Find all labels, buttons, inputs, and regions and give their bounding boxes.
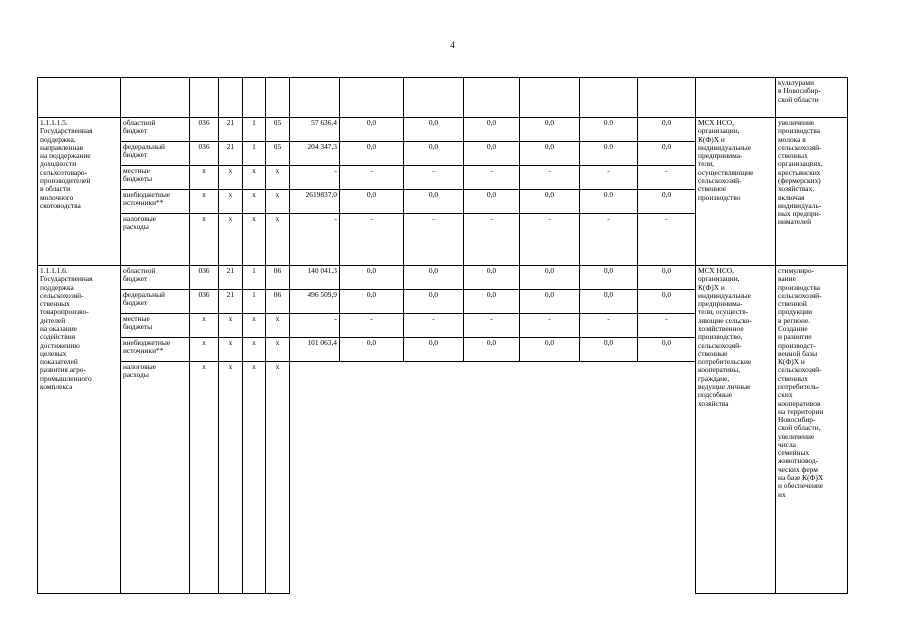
year-value-cell — [638, 362, 696, 594]
year-value-cell: 0,0 — [638, 290, 696, 314]
year-value-cell: - — [404, 214, 464, 266]
code-cell: x — [266, 214, 290, 266]
source-cell: областной бюджет — [121, 118, 190, 142]
total-cell: - — [290, 214, 340, 266]
year-value-cell — [340, 362, 404, 594]
code-cell: 036 — [190, 290, 219, 314]
measure-name-cell: 1.1.1.1.5. Государственная поддержка, направленная на поддержание доходности сельхозтоваро- производителей в области молочного скотоводства — [38, 118, 121, 266]
year-value-cell: - — [580, 214, 638, 266]
year-value-cell: 0,0 — [520, 266, 580, 290]
code-cell: x — [219, 214, 243, 266]
year-value-cell: 0,0 — [580, 338, 638, 362]
table-row — [38, 266, 848, 290]
code-cell: x — [219, 190, 243, 214]
code-cell: 21 — [219, 142, 243, 166]
code-cell: x — [266, 190, 290, 214]
total-cell — [290, 362, 340, 594]
executor-cell: МСХ НСО, организации, К(Ф)Х и индивидуальные предпринима- тели, осуществ- ляющие сельско- хозяйственное производство, сельскохозяй- ственные потребительские кооперативы, граждане, ведущие личные подсобные хозяйства — [696, 266, 776, 594]
year-value-cell: 0,0 — [464, 338, 520, 362]
year-value-cell: 0,0 — [464, 190, 520, 214]
code-cell: 1 — [243, 118, 266, 142]
result-cell-top: культурами в Новосибир- ской области — [776, 78, 848, 118]
code-cell: x — [219, 166, 243, 190]
year-value-cell: 0,0 — [520, 142, 580, 166]
total-cell: - — [290, 314, 340, 338]
program-table — [37, 77, 848, 594]
table-row-top — [38, 78, 848, 118]
year-value-cell: - — [464, 166, 520, 190]
year-value-cell: - — [520, 214, 580, 266]
year-value-cell: - — [340, 166, 404, 190]
year-value-cell: - — [638, 214, 696, 266]
year-value-cell: - — [404, 314, 464, 338]
year-value-cell: 0,0 — [340, 190, 404, 214]
code-cell: x — [266, 314, 290, 338]
year-value-cell: - — [464, 314, 520, 338]
year-value-cell: 0,0 — [520, 118, 580, 142]
source-cell: внебюджетные источники** — [121, 190, 190, 214]
code-cell: x — [243, 338, 266, 362]
year-value-cell: 0,0 — [638, 190, 696, 214]
table-row — [38, 118, 848, 142]
code-cell: 1 — [243, 290, 266, 314]
year-value-cell: 0,0 — [638, 118, 696, 142]
year-value-cell: 0,0 — [464, 142, 520, 166]
code-cell: 036 — [190, 118, 219, 142]
year-value-cell: - — [340, 214, 404, 266]
source-cell: местные бюджеты — [121, 314, 190, 338]
year-value-cell: - — [464, 214, 520, 266]
year-value-cell: 0,0 — [580, 290, 638, 314]
year-value-cell: 0,0 — [340, 290, 404, 314]
year-value-cell: 0,0 — [520, 338, 580, 362]
code-cell: x — [266, 338, 290, 362]
code-cell: x — [190, 166, 219, 190]
code-cell: 05 — [266, 118, 290, 142]
year-value-cell: 0,0 — [464, 118, 520, 142]
source-cell: федеральный бюджет — [121, 142, 190, 166]
code-cell: x — [219, 314, 243, 338]
code-cell: 1 — [243, 142, 266, 166]
code-cell: 06 — [266, 290, 290, 314]
year-value-cell: 0,0 — [404, 338, 464, 362]
year-value-cell — [580, 362, 638, 594]
code-cell: 21 — [219, 266, 243, 290]
year-value-cell: 0,0 — [340, 118, 404, 142]
code-cell: x — [190, 314, 219, 338]
code-cell: 06 — [266, 266, 290, 290]
code-cell: x — [243, 190, 266, 214]
year-value-cell: 0.0 — [580, 118, 638, 142]
year-value-cell: 0,0 — [404, 118, 464, 142]
result-cell: увеличение производства молока в сельскохозяй- ственных организациях, крестьянских (фермерских) хозяйствах, включая индивидуаль- ных предпри- нимателей — [776, 118, 848, 266]
year-value-cell: - — [404, 166, 464, 190]
year-value-cell: - — [580, 166, 638, 190]
code-cell: x — [243, 362, 266, 594]
year-value-cell: 0,0 — [464, 290, 520, 314]
year-value-cell — [464, 362, 520, 594]
measure-name-cell: 1.1.1.1.6. Государственная поддержка сельскохозяй- ственных товаропроизво- дителей на оказание содействия достижению целевых показателей развития агро- промышленного комплекса — [38, 266, 121, 594]
year-value-cell: 0,0 — [464, 266, 520, 290]
total-cell: - — [290, 166, 340, 190]
year-value-cell: 0,0 — [404, 190, 464, 214]
year-value-cell: 0,0 — [638, 142, 696, 166]
source-cell: федеральный бюджет — [121, 290, 190, 314]
code-cell: x — [219, 362, 243, 594]
code-cell: 1 — [243, 266, 266, 290]
code-cell: x — [243, 314, 266, 338]
source-cell: налоговые расходы — [121, 362, 190, 594]
year-value-cell: - — [638, 314, 696, 338]
year-value-cell: 0,0 — [404, 290, 464, 314]
year-value-cell — [520, 362, 580, 594]
total-cell: 2619837,0 — [290, 190, 340, 214]
code-cell: x — [219, 338, 243, 362]
source-cell: областной бюджет — [121, 266, 190, 290]
page-number: 4 — [450, 40, 455, 50]
total-cell: 204 347,3 — [290, 142, 340, 166]
year-value-cell: - — [638, 166, 696, 190]
year-value-cell: 0,0 — [580, 266, 638, 290]
code-cell: 21 — [219, 118, 243, 142]
year-value-cell: 0,0 — [638, 338, 696, 362]
year-value-cell: 0,0 — [404, 142, 464, 166]
year-value-cell: 0,0 — [340, 266, 404, 290]
year-value-cell: - — [520, 314, 580, 338]
source-cell: налоговые расходы — [121, 214, 190, 266]
code-cell: 21 — [219, 290, 243, 314]
year-value-cell: 0.0 — [580, 190, 638, 214]
code-cell: x — [190, 214, 219, 266]
code-cell: x — [190, 190, 219, 214]
year-value-cell: 0,0 — [520, 190, 580, 214]
year-value-cell: 0,0 — [638, 266, 696, 290]
year-value-cell — [404, 362, 464, 594]
source-cell: местные бюджеты — [121, 166, 190, 190]
total-cell: 496 509,9 — [290, 290, 340, 314]
year-value-cell: 0,0 — [340, 142, 404, 166]
code-cell: x — [243, 166, 266, 190]
result-cell: стимулиро- вание производства сельскохозяй- ственной продукции в регионе. Создание и развитие производст- венной базы К(Ф)Х и сельскохозяй- ственных потребитель- ских кооперативов на территории Новосибир- ской области, увеличение числа семейных животновод- ческих ферм на базе К(Ф)Х и обеспечение их — [776, 266, 848, 594]
code-cell: 036 — [190, 142, 219, 166]
source-cell: внебюджетные источники** — [121, 338, 190, 362]
code-cell: x — [190, 338, 219, 362]
total-cell: 57 636,4 — [290, 118, 340, 142]
code-cell: x — [190, 362, 219, 594]
code-cell: x — [266, 166, 290, 190]
code-cell: 05 — [266, 142, 290, 166]
year-value-cell: - — [340, 314, 404, 338]
year-value-cell: - — [580, 314, 638, 338]
code-cell: x — [243, 214, 266, 266]
total-cell: 140 041,3 — [290, 266, 340, 290]
year-value-cell: 0,0 — [340, 338, 404, 362]
code-cell: 036 — [190, 266, 219, 290]
code-cell: x — [266, 362, 290, 594]
year-value-cell: 0,0 — [404, 266, 464, 290]
year-value-cell: 0,0 — [520, 290, 580, 314]
year-value-cell: - — [520, 166, 580, 190]
total-cell: 101 063,4 — [290, 338, 340, 362]
executor-cell: МСХ НСО, организации, К(Ф)Х и индивидуальные предпринима- тели, осуществляющие сельскохозяй- ственное производство — [696, 118, 776, 266]
year-value-cell: 0.0 — [580, 142, 638, 166]
